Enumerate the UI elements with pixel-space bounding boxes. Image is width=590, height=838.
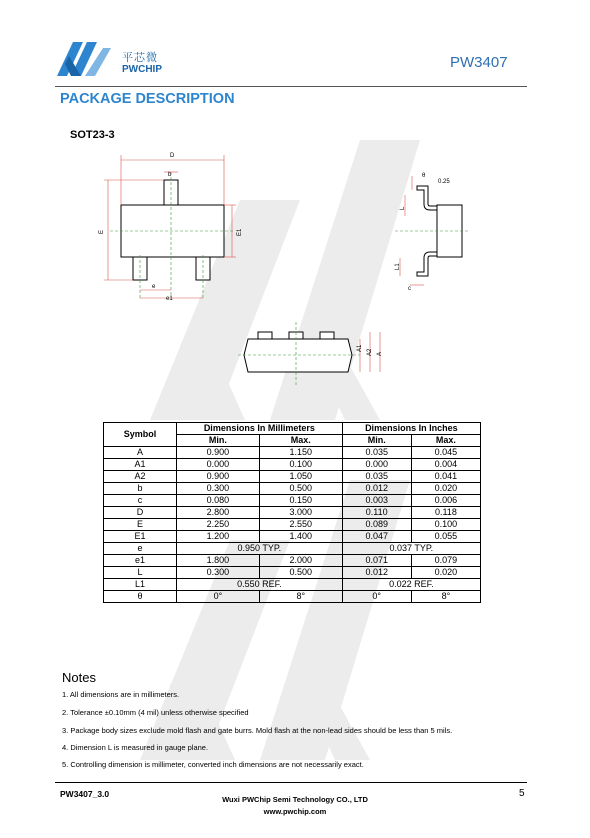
- symbol-cell: A1: [104, 459, 177, 471]
- note-item: 3. Package body sizes exclude mold flash and gate burrs. Mold flash at the non-lead sides should be less than 5 mils.: [62, 726, 453, 735]
- inch-max-cell: 0.004: [411, 459, 480, 471]
- footer-doc-version: PW3407_3.0: [60, 789, 110, 799]
- mm-max-cell: 8°: [259, 591, 342, 603]
- inch-max-cell: 8°: [411, 591, 480, 603]
- note-item: 4. Dimension L is measured in gauge plane.: [62, 743, 209, 752]
- table-row: [104, 471, 481, 483]
- symbol-cell: A: [104, 447, 177, 459]
- notes-title: Notes: [62, 670, 96, 685]
- inch-min-cell: 0°: [342, 591, 411, 603]
- table-row: [104, 495, 481, 507]
- inch-min-cell: 0.035: [342, 471, 411, 483]
- mm-max-cell: 0.500: [259, 483, 342, 495]
- mm-value-cell: 0.550 REF.: [177, 579, 343, 591]
- inch-min-cell: 0.000: [342, 459, 411, 471]
- symbol-cell: D: [104, 507, 177, 519]
- svg-text:c: c: [408, 286, 411, 292]
- mm-min-cell: 2.250: [177, 519, 260, 531]
- inch-min-header: Min.: [342, 435, 411, 447]
- gauge-label: 0.25: [438, 179, 450, 185]
- logo-english-text: PWCHIP: [122, 64, 162, 75]
- section-title: PACKAGE DESCRIPTION: [60, 91, 235, 107]
- mm-min-cell: 0.900: [177, 447, 260, 459]
- mm-max-cell: 3.000: [259, 507, 342, 519]
- inch-max-cell: 0.100: [411, 519, 480, 531]
- symbol-cell: e: [104, 543, 177, 555]
- symbol-cell: E: [104, 519, 177, 531]
- inch-max-cell: 0.006: [411, 495, 480, 507]
- svg-text:L: L: [400, 206, 406, 210]
- mm-max-cell: 1.150: [259, 447, 342, 459]
- symbol-cell: θ: [104, 591, 177, 603]
- inch-max-cell: 0.118: [411, 507, 480, 519]
- inch-max-cell: 0.041: [411, 471, 480, 483]
- inch-min-cell: 0.047: [342, 531, 411, 543]
- symbol-header: Symbol: [104, 423, 177, 447]
- mm-value-cell: 0.950 TYP.: [177, 543, 343, 555]
- symbol-cell: A2: [104, 471, 177, 483]
- mm-max-cell: 1.400: [259, 531, 342, 543]
- table-row: [104, 459, 481, 471]
- dimensions-table: [103, 422, 481, 603]
- table-row: [104, 555, 481, 567]
- logo-chinese-text: 平芯微: [122, 52, 158, 64]
- package-name: SOT23-3: [70, 129, 115, 141]
- mm-min-cell: 2.800: [177, 507, 260, 519]
- table-row: [104, 519, 481, 531]
- svg-text:b: b: [168, 172, 172, 178]
- inch-max-cell: 0.020: [411, 567, 480, 579]
- inch-min-cell: 0.110: [342, 507, 411, 519]
- symbol-cell: e1: [104, 555, 177, 567]
- symbol-cell: b: [104, 483, 177, 495]
- page-number: 5: [519, 788, 525, 799]
- inch-min-cell: 0.035: [342, 447, 411, 459]
- symbol-cell: L1: [104, 579, 177, 591]
- table-row: [104, 507, 481, 519]
- svg-text:e: e: [152, 284, 156, 290]
- svg-text:A: A: [377, 351, 383, 356]
- svg-text:E: E: [99, 229, 105, 234]
- svg-text:L1: L1: [395, 263, 401, 270]
- table-row: [104, 543, 481, 555]
- mm-min-cell: 1.800: [177, 555, 260, 567]
- mm-max-cell: 2.550: [259, 519, 342, 531]
- mm-max-header: Max.: [259, 435, 342, 447]
- symbol-cell: E1: [104, 531, 177, 543]
- mm-max-cell: 0.100: [259, 459, 342, 471]
- mm-max-cell: 0.500: [259, 567, 342, 579]
- table-row: [104, 579, 481, 591]
- mm-min-header: Min.: [177, 435, 260, 447]
- symbol-cell: c: [104, 495, 177, 507]
- svg-text:E1: E1: [237, 228, 243, 236]
- inch-max-header: Max.: [411, 435, 480, 447]
- table-row: [104, 483, 481, 495]
- footer-company: Wuxi PWChip Semi Technology CO., LTD: [222, 795, 368, 804]
- table-row: [104, 447, 481, 459]
- table-row: [104, 591, 481, 603]
- dim-label-D: D: [170, 153, 175, 159]
- inch-min-cell: 0.071: [342, 555, 411, 567]
- note-item: 1. All dimensions are in millimeters.: [62, 690, 180, 699]
- inch-min-cell: 0.089: [342, 519, 411, 531]
- inch-value-cell: 0.037 TYP.: [342, 543, 480, 555]
- mm-min-cell: 0°: [177, 591, 260, 603]
- inch-min-cell: 0.003: [342, 495, 411, 507]
- symbol-cell: L: [104, 567, 177, 579]
- inch-max-cell: 0.045: [411, 447, 480, 459]
- svg-text:A2: A2: [367, 348, 373, 356]
- document-code: PW3407: [450, 54, 508, 71]
- footer-website[interactable]: www.pwchip.com: [263, 807, 327, 816]
- mm-min-cell: 0.300: [177, 483, 260, 495]
- note-item: 2. Tolerance ±0.10mm (4 mil) unless otherwise specified: [62, 708, 249, 717]
- svg-text:θ: θ: [422, 173, 426, 179]
- svg-text:A1: A1: [357, 344, 363, 352]
- mm-min-cell: 0.900: [177, 471, 260, 483]
- mm-max-cell: 2.000: [259, 555, 342, 567]
- mm-min-cell: 1.200: [177, 531, 260, 543]
- inch-max-cell: 0.020: [411, 483, 480, 495]
- table-row: [104, 567, 481, 579]
- note-item: 5. Controlling dimension is millimeter, converted inch dimensions are not necessarily exact.: [62, 760, 364, 769]
- inch-header: Dimensions In Inches: [342, 423, 480, 435]
- inch-value-cell: 0.022 REF.: [342, 579, 480, 591]
- svg-text:e1: e1: [166, 296, 173, 302]
- table-row: [104, 531, 481, 543]
- mm-min-cell: 0.000: [177, 459, 260, 471]
- mm-max-cell: 0.150: [259, 495, 342, 507]
- inch-max-cell: 0.079: [411, 555, 480, 567]
- inch-max-cell: 0.055: [411, 531, 480, 543]
- inch-min-cell: 0.012: [342, 567, 411, 579]
- inch-min-cell: 0.012: [342, 483, 411, 495]
- mm-header: Dimensions In Millimeters: [177, 423, 343, 435]
- mm-min-cell: 0.300: [177, 567, 260, 579]
- mm-max-cell: 1.050: [259, 471, 342, 483]
- footer-divider: [55, 782, 527, 783]
- mm-min-cell: 0.080: [177, 495, 260, 507]
